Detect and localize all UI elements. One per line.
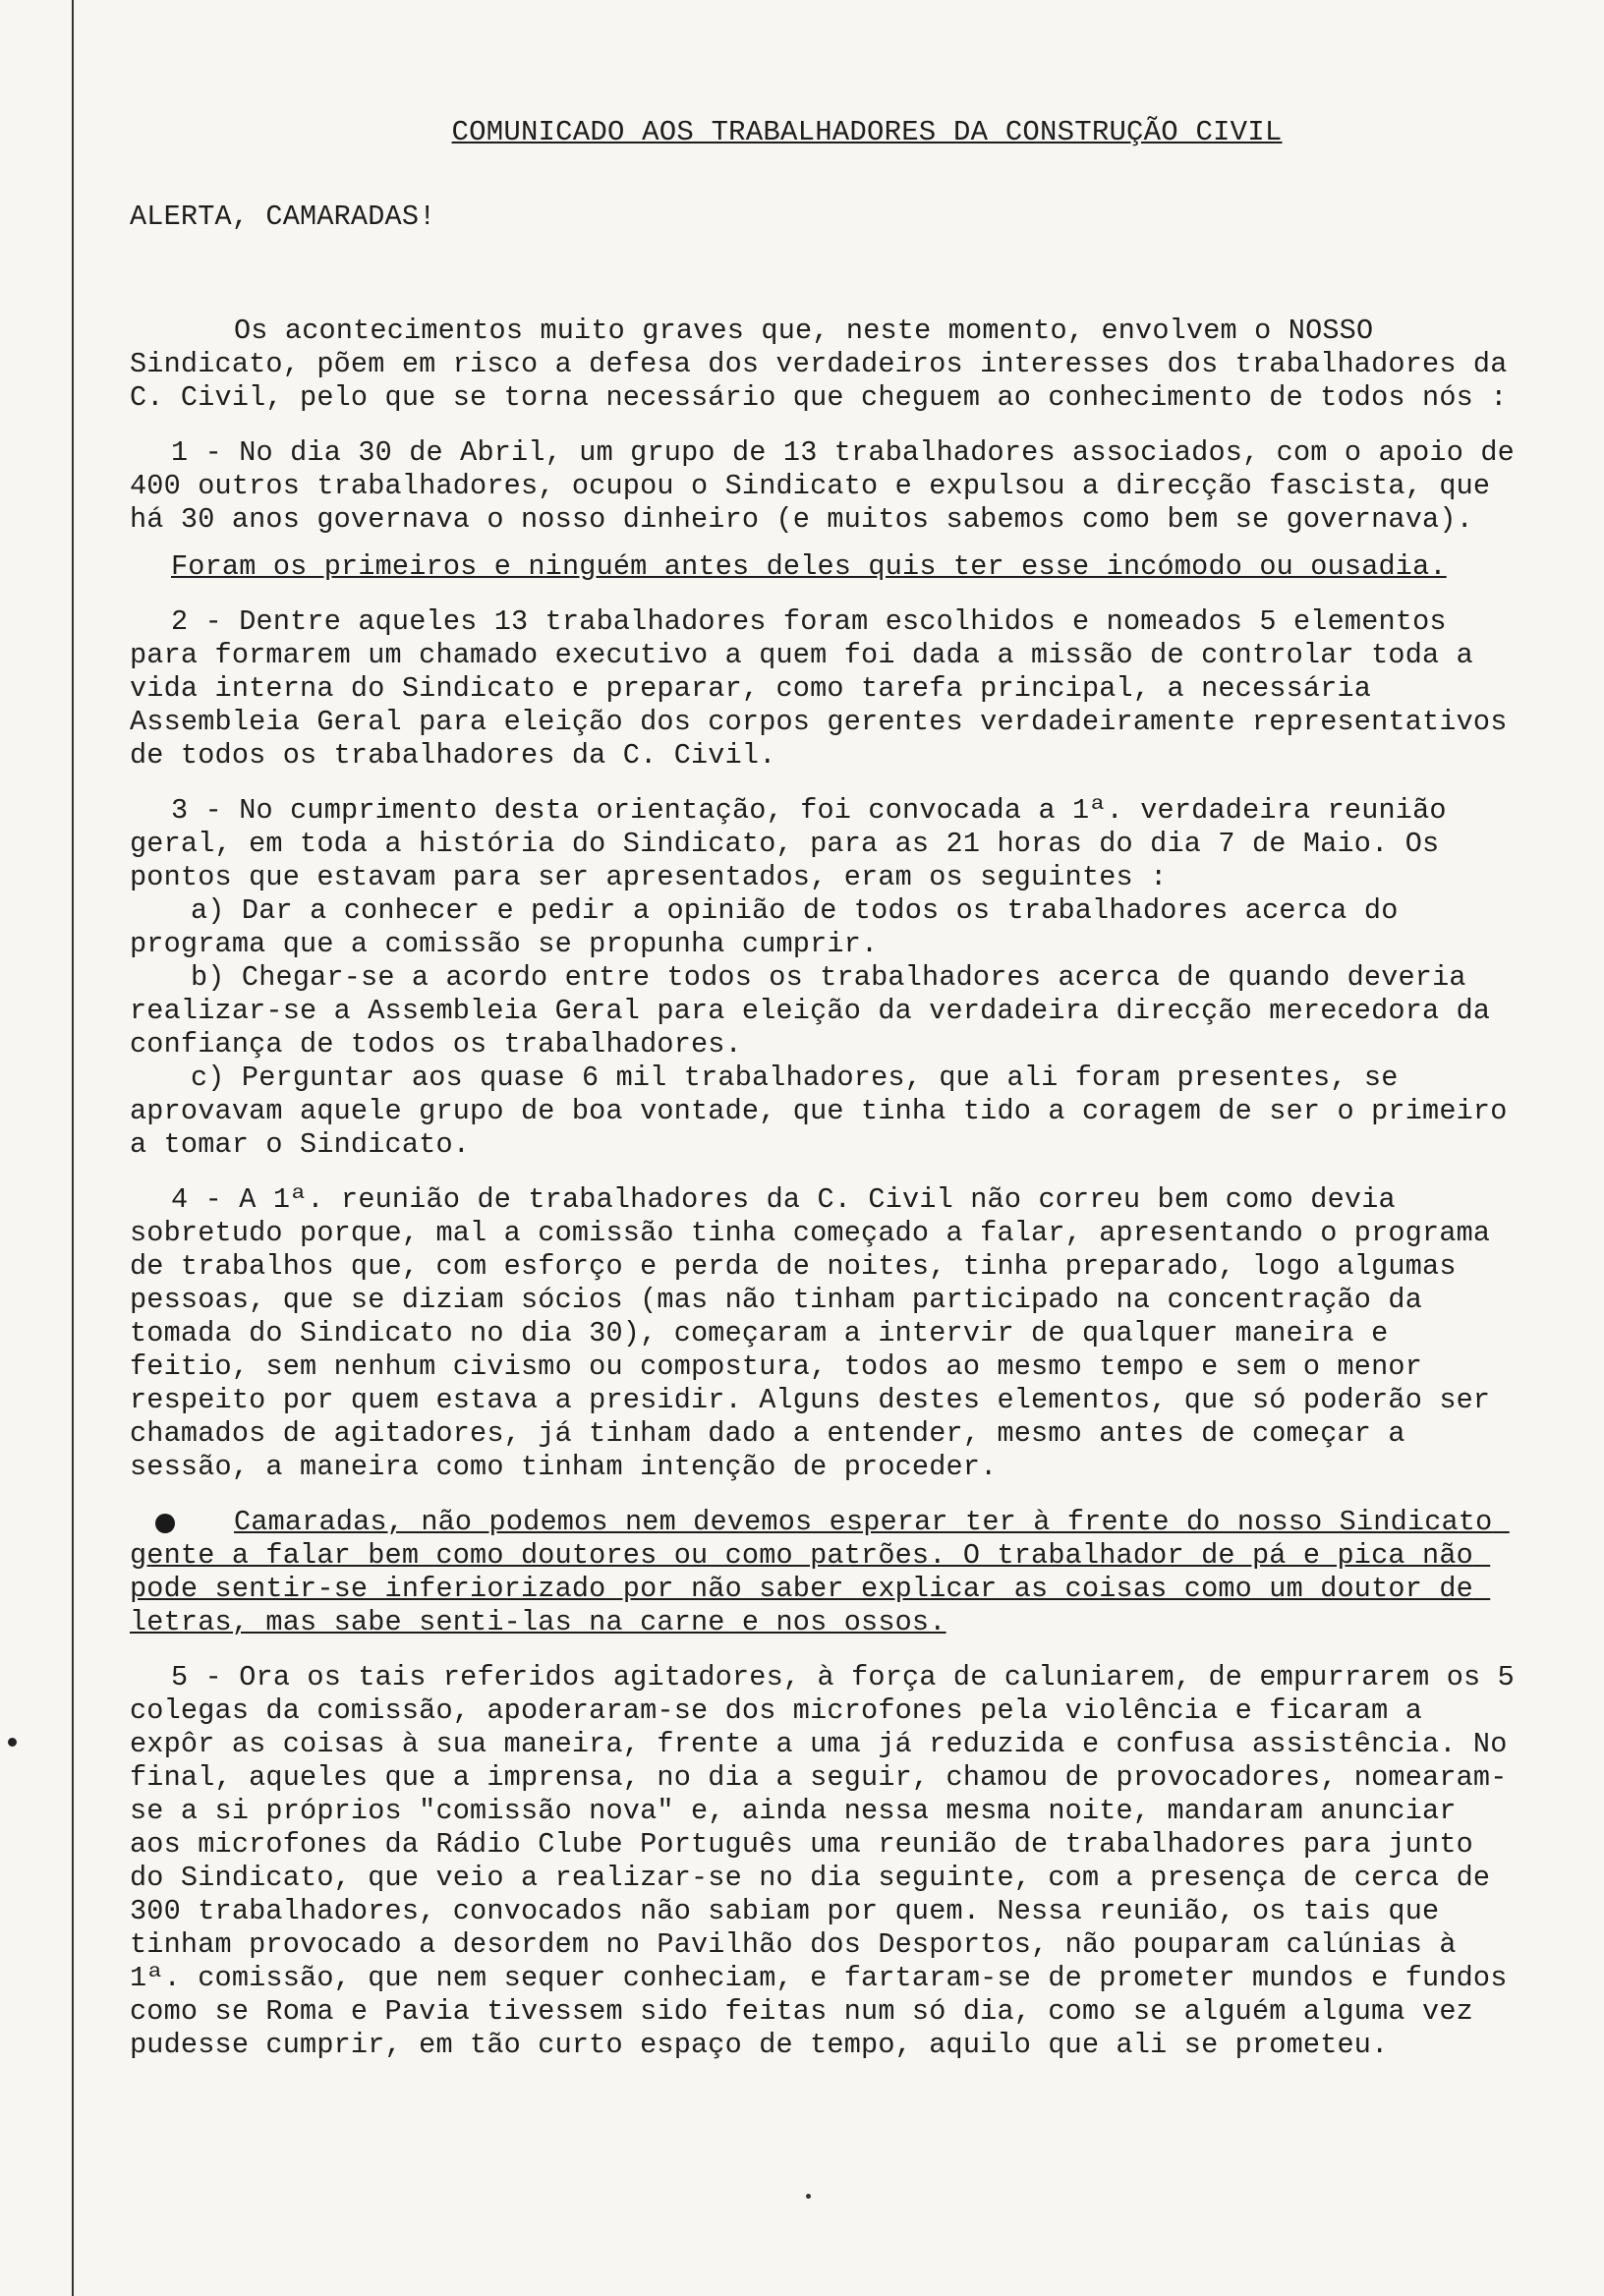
point-5: 5 - Ora os tais referidos agitadores, à força de caluniarem, de empurrarem os 5 colegas da comissão, apoderaram-se dos microfones pela violência e ficaram a expôr as coisas à sua maneira, frente a uma já reduzida e confusa assistência. No final, aqueles que a imprensa, no dia a seguir, chamou de provocadores, nomearam-se a si próprios "comissão nova" e, ainda nessa mesma noite, mandaram anunciar aos microfones da Rádio Clube Português uma reunião de trabalhadores para junto do Sindicato, que veio a realizar-se no dia seguinte, com a presença de cerca de 300 trabalhadores, convocados não sabiam por quem. Nessa reunião, os tais que tinham provocado a desordem no Pavilhão dos Desportos, não pouparam calúnias à 1ª. comissão, que nem sequer conheciam, e fartaram-se de prometer mundos e fundos como se Roma e Pavia tivessem sido feitas num só dia, como se alguém alguma vez pudesse cumprir, em tão curto espaço de tempo, aquilo que ali se prometeu. [130, 1661, 1532, 2061]
point-3-item-c: c) Perguntar aos quase 6 mil trabalhadores, que ali foram presentes, se aprovavam aquele grupo de boa vontade, que tinha tido a coragem de ser o primeiro a tomar o Sindicato. [130, 1062, 1524, 1161]
margin-dot [8, 1738, 17, 1747]
footer-dot [806, 2194, 811, 2199]
point-3-item-a: a) Dar a conhecer e pedir a opinião de todos os trabalhadores acerca do programa que a comissão se propunha cumprir. [130, 894, 1415, 960]
salutation: ALERTA, CAMARADAS! [130, 201, 436, 233]
point-3-item-b: b) Chegar-se a acordo entre todos os trabalhadores acerca de quando deveria realizar-se a Assembleia Geral para eleição da verdadeira direcção merecedora da confiança de todos os trabalhadores. [130, 961, 1508, 1061]
point-1: 1 - No dia 30 de Abril, um grupo de 13 trabalhadores associados, com o apoio de 400 outros trabalhadores, ocupou o Sindicato e expulsou a direcção fascista, que há 30 anos governava o nosso dinheiro (e muitos sabemos como bem se governava). [130, 436, 1532, 536]
left-margin-rule [72, 0, 74, 2296]
intro-paragraph: Os acontecimentos muito graves que, neste momento, envolvem o NOSSO Sindicato, põem em risco a defesa dos verdadeiros interesses dos trabalhadores da C. Civil, pelo que se torna necessário que cheguem ao conhecimento de todos nós : [130, 315, 1524, 414]
bullet-dot-icon [155, 1514, 175, 1533]
point-3: 3 - No cumprimento desta orientação, foi convocada a 1ª. verdadeira reunião geral, em toda a história do Sindicato, para as 21 horas do dia 7 de Maio. Os pontos que estavam para ser apresentados, eram os seguintes : [130, 794, 1464, 893]
bullet-emphasis-block [130, 1506, 1516, 1639]
document-title: COMUNICADO AOS TRABALHADORES DA CONSTRUÇÃO CIVIL [451, 116, 1283, 148]
bullet-emphasis: Camaradas, não podemos nem devemos esperar ter à frente do nosso Sindicato gente a falar bem como doutores ou como patrões. O trabalhador de pá e pica não pode sentir-se inferiorizado por não saber explicar as coisas como um doutor de letras, mas sabe senti-las na carne e nos ossos. [130, 1506, 1510, 1638]
document-body [130, 116, 1532, 2076]
point-1-emphasis: Foram os primeiros e ninguém antes deles quis ter esse incómodo ou ousadia. [171, 550, 1447, 583]
point-2: 2 - Dentre aqueles 13 trabalhadores foram escolhidos e nomeados 5 elementos para formarem um chamado executivo a quem foi dada a missão de controlar toda a vida interna do Sindicato e preparar, como tarefa principal, a necessária Assembleia Geral para eleição dos corpos gerentes verdadeiramente representativos de todos os trabalhadores da C. Civil. [130, 605, 1524, 772]
point-4: 4 - A 1ª. reunião de trabalhadores da C. Civil não correu bem como devia sobretudo porque, mal a comissão tinha começado a falar, apresentando o programa de trabalhos que, com esforço e perda de noites, tinha preparado, logo algumas pessoas, que se diziam sócios (mas não tinham participado na concentração da tomada do Sindicato no dia 30), começaram a intervir de qualquer maneira e feitio, sem nenhum civismo ou compostura, todos ao mesmo tempo e sem o menor respeito por quem estava a presidir. Alguns destes elementos, que só poderão ser chamados de agitadores, já tinham dado a entender, mesmo antes de começar a sessão, a maneira como tinham intenção de proceder. [130, 1183, 1508, 1483]
